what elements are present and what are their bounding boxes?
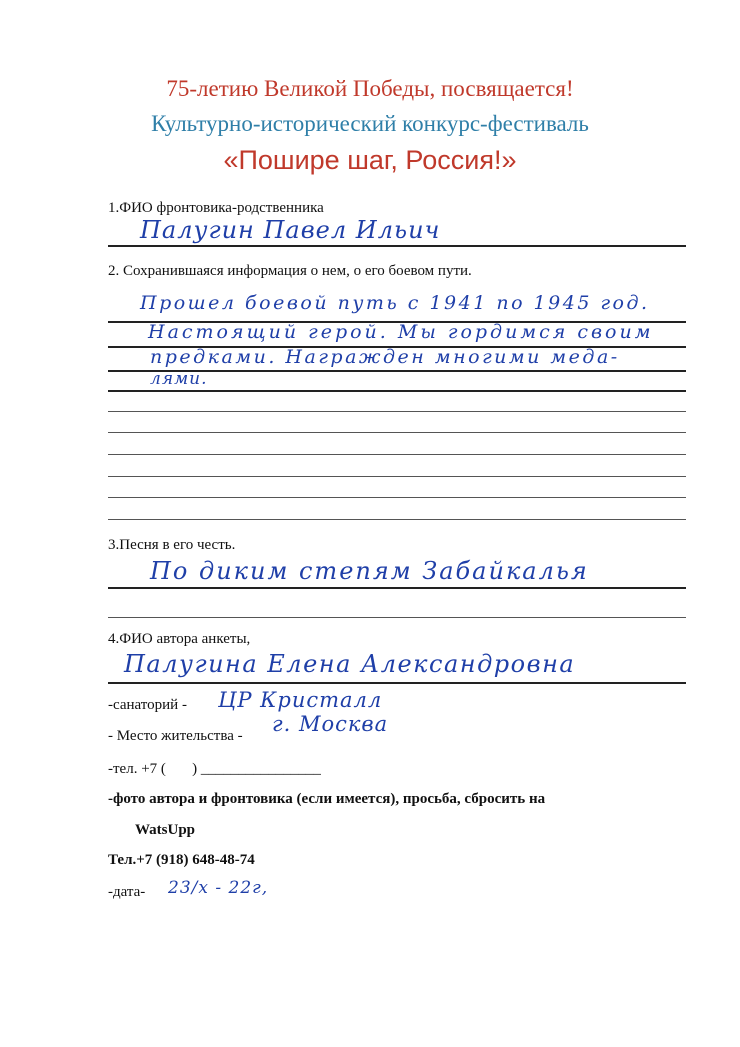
contact-phone: Тел.+7 (918) 648-48-74: [108, 852, 255, 868]
q2-answer-line-1[interactable]: Прошел боевой путь с 1941 по 1945 год.: [140, 292, 650, 314]
festival-heading: Культурно-исторический конкурс-фестиваль: [151, 111, 589, 136]
q2-line-10: [108, 519, 686, 520]
q2-answer-line-3[interactable]: предками. Награжден многими меда-: [150, 346, 620, 368]
q2-line-6: [108, 432, 686, 433]
residence-answer[interactable]: г. Москва: [272, 712, 389, 736]
q2-label: 2. Сохранившаяся информация о нем, о его боевом пути.: [108, 263, 472, 279]
q3-underline: [108, 587, 686, 589]
q2-line-9: [108, 497, 686, 498]
dedication-heading: 75-летию Великой Победы, посвящается!: [166, 76, 574, 101]
sanatorium-answer[interactable]: ЦР Кристалл: [218, 688, 383, 712]
q1-underline: [108, 245, 686, 247]
q4-underline: [108, 682, 686, 684]
q2-line-7: [108, 454, 686, 455]
sanatorium-label: -санаторий -: [108, 697, 187, 713]
q2-answer-line-2[interactable]: Настоящий герой. Мы гордимся своим: [148, 321, 654, 343]
q2-line-8: [108, 476, 686, 477]
messenger-name: WatsUpp: [135, 822, 196, 838]
q3-answer[interactable]: По диким степям Забайкалья: [150, 557, 589, 585]
q3-label: 3.Песня в его честь.: [108, 537, 236, 553]
q2-line-4: [108, 390, 686, 392]
date-answer[interactable]: 23/х - 22г,: [168, 878, 269, 898]
q3-extra-line: [108, 617, 686, 618]
slogan-heading: «Пошире шаг, Россия!»: [223, 145, 517, 175]
photo-note: -фото автора и фронтовика (если имеется), просьба, сбросить на: [108, 791, 546, 807]
q4-answer[interactable]: Палугина Елена Александровна: [124, 650, 576, 678]
residence-label: - Место жительства -: [108, 728, 243, 744]
q2-line-5: [108, 411, 686, 412]
q2-answer-line-4[interactable]: лями.: [150, 369, 208, 389]
q1-label: 1.ФИО фронтовика-родственника: [108, 200, 324, 216]
phone-label: -тел. +7 ( ) ________________: [108, 761, 321, 777]
date-label: -дата-: [108, 884, 146, 900]
q4-label: 4.ФИО автора анкеты,: [108, 631, 251, 647]
q1-answer[interactable]: Палугин Павел Ильич: [140, 216, 441, 244]
